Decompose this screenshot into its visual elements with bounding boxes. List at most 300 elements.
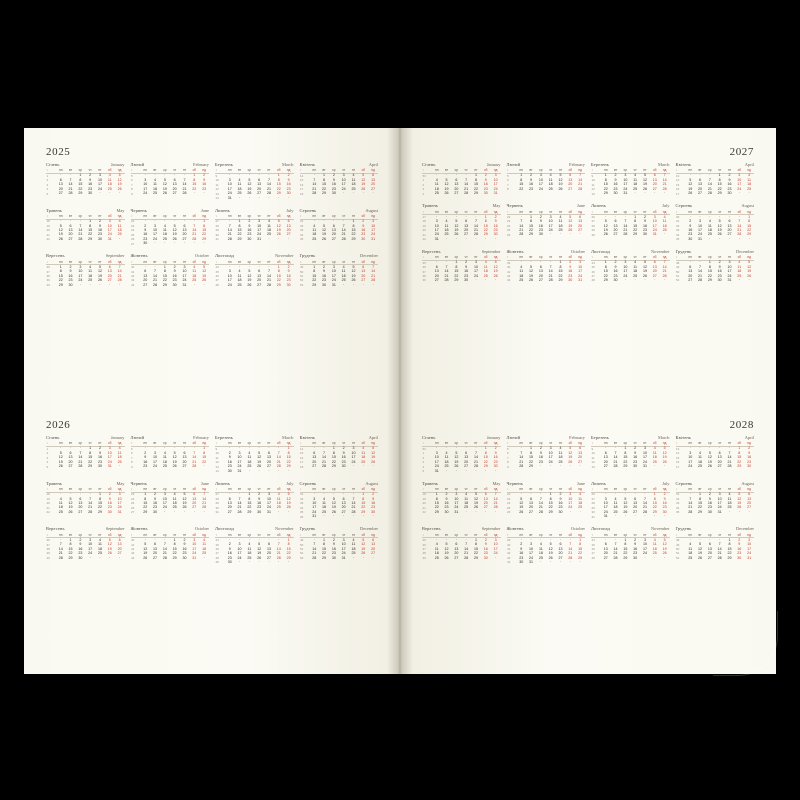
day-cell: 9 xyxy=(614,264,617,269)
day-cell: 23 xyxy=(78,551,83,556)
weekday-header-вт: вт xyxy=(444,441,449,446)
day-cell: 9 xyxy=(108,496,111,501)
weekday-header-пт: пт xyxy=(267,214,271,218)
day-cell: 20 xyxy=(286,227,291,232)
day-cell: 13 xyxy=(68,227,73,232)
day-cell: 29 xyxy=(97,509,102,514)
month-name-ua: Грудень xyxy=(299,253,316,259)
day-cell-empty: · xyxy=(60,219,62,224)
week-number: 33 xyxy=(676,501,680,506)
month-row xyxy=(422,527,754,565)
day-cell: 22 xyxy=(286,551,291,556)
weekday-header-пт: пт xyxy=(267,441,271,446)
week-number: 7 xyxy=(131,182,133,187)
week-number: 20 xyxy=(46,228,50,233)
day-cell: 31 xyxy=(331,282,336,287)
day-cell: 18 xyxy=(88,273,93,278)
day-cell: 9 xyxy=(728,177,731,182)
day-cell: 15 xyxy=(707,269,712,274)
month-name-ua: Січень xyxy=(46,162,60,167)
day-cell: 29 xyxy=(548,509,553,514)
day-cell: 26 xyxy=(747,273,752,278)
week-number: 32 xyxy=(676,496,680,501)
weekday-header-чт: чт xyxy=(549,532,553,537)
day-cell-empty: · xyxy=(569,537,571,542)
weekday-header-нд: нд xyxy=(371,214,375,218)
week-number: 35 xyxy=(676,510,680,515)
day-cell: 23 xyxy=(68,278,73,283)
day-cell: 28 xyxy=(322,464,327,469)
day-cell: 22 xyxy=(237,232,242,237)
day-cell: 28 xyxy=(88,509,93,514)
weekday-header-вт: вт xyxy=(68,168,73,173)
day-cell: 19 xyxy=(707,459,712,464)
weekday-header-чт: чт xyxy=(549,209,553,214)
day-cell: 5 xyxy=(445,177,448,182)
day-cell: 16 xyxy=(182,546,187,551)
weekday-header-вт: вт xyxy=(153,441,157,446)
day-cell-empty: · xyxy=(109,555,111,560)
month-name-ua: Листопад xyxy=(591,526,611,532)
day-cell: 15 xyxy=(454,269,459,274)
day-cell: 14 xyxy=(162,546,167,551)
day-cell: 28 xyxy=(153,282,158,287)
week-number-header: т xyxy=(46,532,48,537)
day-cell-empty: · xyxy=(738,509,740,514)
day-cell: 5 xyxy=(69,496,72,501)
day-cell: 17 xyxy=(717,500,722,505)
day-cell: 20 xyxy=(538,273,543,278)
day-cell: 11 xyxy=(117,223,122,228)
month-name-en: March xyxy=(658,435,670,440)
day-cell: 7 xyxy=(79,223,82,228)
day-cell: 9 xyxy=(154,496,157,501)
day-cell: 22 xyxy=(312,278,317,283)
month-table xyxy=(131,488,210,515)
day-cell: 27 xyxy=(529,509,534,514)
week-number: 22 xyxy=(507,492,511,497)
day-cell: 13 xyxy=(192,496,197,501)
day-cell: 9 xyxy=(559,496,562,501)
day-cell: 29 xyxy=(633,232,638,237)
day-cell: 10 xyxy=(529,546,534,551)
day-cell: 28 xyxy=(538,509,543,514)
weekday-header-пн: пн xyxy=(434,209,439,214)
month-july xyxy=(591,482,670,520)
week-number: 51 xyxy=(676,551,680,556)
day-cell-empty: · xyxy=(485,278,487,283)
day-cell: 17 xyxy=(688,459,693,464)
day-cell-empty: · xyxy=(278,446,280,451)
day-cell: 6 xyxy=(193,492,196,497)
day-cell: 1 xyxy=(708,260,711,265)
day-cell: 10 xyxy=(371,223,376,228)
day-cell: 28 xyxy=(371,278,376,283)
day-cell: 28 xyxy=(662,186,667,191)
day-cell: 27 xyxy=(603,464,608,469)
weekday-header-ср: ср xyxy=(454,532,459,537)
day-cell: 19 xyxy=(351,273,356,278)
weekday-header-ср: ср xyxy=(708,168,712,173)
day-cell: 6 xyxy=(228,496,231,501)
day-cell: 29 xyxy=(652,509,657,514)
day-cell-empty: · xyxy=(118,464,121,469)
weekday-header-нд: нд xyxy=(662,441,667,446)
day-cell: 13 xyxy=(698,182,703,187)
day-cell-empty: · xyxy=(89,492,91,497)
day-cell: 19 xyxy=(172,459,177,464)
day-cell: 20 xyxy=(361,273,366,278)
week-number: 33 xyxy=(300,228,304,233)
day-cell-empty: · xyxy=(118,282,121,287)
weekday-header-вт: вт xyxy=(529,487,533,491)
day-cell: 7 xyxy=(154,269,157,274)
weekday-header-нд: нд xyxy=(578,532,582,537)
weekday-header-чт: чт xyxy=(342,532,346,537)
day-cell: 13 xyxy=(371,177,376,182)
week-number: 4 xyxy=(422,191,425,196)
weekday-header-чт: чт xyxy=(464,168,468,173)
week-number: 24 xyxy=(131,228,135,233)
week-row xyxy=(422,279,501,283)
day-cell: 23 xyxy=(568,273,573,278)
week-row xyxy=(131,556,210,560)
day-cell: 6 xyxy=(59,177,62,182)
month-name-en: March xyxy=(658,162,670,167)
weekday-header-пн: пн xyxy=(312,487,316,491)
week-number: 5 xyxy=(131,446,133,451)
month-table xyxy=(131,442,210,469)
day-cell: 28 xyxy=(473,232,478,237)
day-cell: 22 xyxy=(652,505,657,510)
month-name-en: September xyxy=(105,253,125,259)
day-cell: 23 xyxy=(331,551,336,556)
day-cell: 29 xyxy=(529,232,534,237)
week-number: 8 xyxy=(131,187,133,192)
month-table xyxy=(507,533,586,565)
weekday-header-сб: сб xyxy=(192,214,196,218)
week-number: 44 xyxy=(131,282,135,287)
day-cell: 9 xyxy=(663,496,666,501)
day-cell: 8 xyxy=(287,542,290,547)
day-cell: 14 xyxy=(613,455,618,460)
weekday-header-сб: сб xyxy=(277,487,281,491)
day-cell: 10 xyxy=(153,227,158,232)
day-cell: 11 xyxy=(351,177,356,182)
week-number: 35 xyxy=(422,260,426,265)
day-cell: 30 xyxy=(322,282,327,287)
week-number: 34 xyxy=(676,232,680,237)
week-number: 39 xyxy=(507,538,511,543)
day-cell: 12 xyxy=(473,496,478,501)
day-cell: 1 xyxy=(624,446,627,451)
weekday-header-вт: вт xyxy=(68,487,73,491)
day-cell: 10 xyxy=(192,542,197,547)
day-cell: 16 xyxy=(322,273,327,278)
month-table xyxy=(46,169,125,196)
month-name-en: February xyxy=(193,162,209,167)
day-cell-empty: · xyxy=(465,446,467,451)
day-cell: 19 xyxy=(444,551,449,556)
day-cell: 8 xyxy=(474,177,477,182)
month-name-en: September xyxy=(481,248,501,254)
week-number: 20 xyxy=(46,501,50,506)
month-november xyxy=(591,250,670,283)
day-cell: 17 xyxy=(548,455,553,460)
day-cell-empty: · xyxy=(624,492,626,497)
day-cell: 24 xyxy=(162,505,167,510)
month-table xyxy=(676,533,755,560)
day-cell: 6 xyxy=(79,496,82,501)
month-grid-2026 xyxy=(46,436,378,565)
day-cell: 9 xyxy=(708,496,711,501)
day-cell: 10 xyxy=(143,182,148,187)
month-name-en: March xyxy=(282,435,294,440)
day-cell-empty: · xyxy=(258,195,260,200)
week-number: 8 xyxy=(131,460,133,465)
week-number: 25 xyxy=(507,505,511,510)
day-cell: 26 xyxy=(58,464,63,469)
day-cell-empty: · xyxy=(559,232,562,237)
day-cell: 25 xyxy=(434,555,439,560)
day-cell-empty: · xyxy=(154,264,156,269)
day-cell: 14 xyxy=(444,269,449,274)
weekday-header-пн: пн xyxy=(58,441,63,446)
weekday-header-пн: пн xyxy=(58,532,63,537)
day-cell: 21 xyxy=(444,273,449,278)
day-cell-empty: · xyxy=(183,446,186,451)
weekday-header-ср: ср xyxy=(78,214,83,218)
day-cell: 23 xyxy=(247,232,252,237)
day-cell: 8 xyxy=(362,496,365,501)
day-cell: 18 xyxy=(688,551,693,556)
day-cell: 6 xyxy=(183,450,186,455)
week-number: 37 xyxy=(46,269,50,274)
week-number-header: т xyxy=(46,487,48,492)
day-cell: 3 xyxy=(342,173,345,178)
day-cell: 11 xyxy=(464,496,469,501)
week-row xyxy=(422,192,501,196)
day-cell: 6 xyxy=(748,492,751,497)
day-cell: 24 xyxy=(747,551,752,556)
day-cell-empty: · xyxy=(689,492,691,497)
weekday-header-чт: чт xyxy=(342,487,346,491)
day-cell: 11 xyxy=(312,227,317,232)
week-number-header: т xyxy=(46,214,48,219)
day-cell: 20 xyxy=(652,269,657,274)
day-cell: 29 xyxy=(454,278,459,283)
week-number: 2 xyxy=(422,455,425,460)
weekday-header-сб: сб xyxy=(108,259,112,264)
weekday-header-ср: ср xyxy=(623,532,628,537)
day-cell-empty: · xyxy=(689,537,691,542)
day-cell: 30 xyxy=(717,278,722,283)
weekday-header-чт: чт xyxy=(718,487,722,491)
weekday-header-чт: чт xyxy=(173,168,177,173)
day-cell: 11 xyxy=(727,496,732,501)
week-number: 14 xyxy=(676,451,680,456)
day-cell: 20 xyxy=(727,227,732,232)
day-cell: 19 xyxy=(331,505,336,510)
weekday-header-нд: нд xyxy=(202,168,206,173)
day-cell: 1 xyxy=(699,492,702,497)
day-cell: 3 xyxy=(193,537,196,542)
month-december xyxy=(300,254,379,287)
day-cell: 5 xyxy=(332,496,335,501)
day-cell: 16 xyxy=(568,269,573,274)
day-cell: 22 xyxy=(434,505,439,510)
week-number: 14 xyxy=(215,468,219,473)
weekday-header-нд: нд xyxy=(286,441,291,446)
day-cell: 13 xyxy=(341,500,346,505)
day-cell: 31 xyxy=(578,278,583,283)
day-cell: 23 xyxy=(202,186,207,191)
day-cell: 23 xyxy=(227,464,232,469)
day-cell: 20 xyxy=(603,459,608,464)
day-cell: 11 xyxy=(538,546,543,551)
day-cell-empty: · xyxy=(550,560,552,565)
week-number: 25 xyxy=(507,228,511,233)
day-cell: 13 xyxy=(747,496,752,501)
day-cell-empty: · xyxy=(313,219,315,224)
day-cell: 3 xyxy=(549,214,552,219)
day-cell: 30 xyxy=(727,191,732,196)
day-cell-empty: · xyxy=(248,264,250,269)
day-cell: 2 xyxy=(323,264,326,269)
day-cell: 22 xyxy=(707,273,712,278)
day-cell: 31 xyxy=(107,464,112,469)
day-cell: 12 xyxy=(247,182,252,187)
week-number: 34 xyxy=(676,505,680,510)
day-cell: 10 xyxy=(162,496,167,501)
weekday-header-вт: вт xyxy=(68,441,73,446)
week-number-header: т xyxy=(507,255,509,260)
day-cell: 7 xyxy=(569,542,572,547)
day-cell: 19 xyxy=(202,273,207,278)
day-cell-empty: · xyxy=(278,560,280,565)
week-number-header: т xyxy=(507,532,509,537)
day-cell: 14 xyxy=(153,273,158,278)
day-cell: 12 xyxy=(698,546,703,551)
week-number: 15 xyxy=(300,178,304,183)
day-cell: 21 xyxy=(493,500,498,505)
day-cell: 2 xyxy=(287,264,290,269)
day-cell: 2 xyxy=(287,173,290,178)
weekday-header-пн: пн xyxy=(227,441,232,446)
day-cell: 22 xyxy=(172,551,177,556)
weekday-header-ср: ср xyxy=(78,487,83,491)
day-cell: 1 xyxy=(579,537,582,542)
day-cell: 24 xyxy=(548,227,553,232)
weekday-header-чт: чт xyxy=(342,214,346,218)
day-cell-empty: · xyxy=(494,468,497,473)
day-cell-empty: · xyxy=(494,236,497,241)
day-cell: 8 xyxy=(634,219,637,224)
weekday-header-пт: пт xyxy=(351,168,356,173)
week-row xyxy=(591,515,670,519)
weekday-header-пт: пт xyxy=(267,532,271,537)
day-cell-empty: · xyxy=(614,537,617,542)
day-cell: 10 xyxy=(88,542,93,547)
day-cell: 4 xyxy=(267,219,270,224)
week-number: 11 xyxy=(215,455,219,460)
weekday-header-ср: ср xyxy=(539,532,543,537)
day-cell: 21 xyxy=(464,551,469,556)
day-cell: 7 xyxy=(267,269,270,274)
weekday-header-пн: пн xyxy=(58,168,63,173)
day-cell: 15 xyxy=(143,500,148,505)
day-cell-empty: · xyxy=(118,191,121,196)
week-number: 33 xyxy=(676,228,680,233)
day-cell: 5 xyxy=(549,542,552,547)
day-cell-empty: · xyxy=(174,446,176,451)
day-cell: 3 xyxy=(604,496,607,501)
weekday-header-чт: чт xyxy=(173,259,177,264)
month-table xyxy=(676,210,755,242)
day-cell: 21 xyxy=(192,459,197,464)
week-number: 43 xyxy=(507,555,511,560)
day-cell: 20 xyxy=(568,182,573,187)
day-cell: 18 xyxy=(202,546,207,551)
day-cell-empty: · xyxy=(69,173,72,178)
day-cell: 2 xyxy=(372,492,375,497)
day-cell: 18 xyxy=(266,227,271,232)
day-cell-empty: · xyxy=(644,492,646,497)
day-cell: 30 xyxy=(227,468,232,473)
day-cell: 1 xyxy=(634,214,637,219)
day-cell: 12 xyxy=(747,264,752,269)
day-cell: 1 xyxy=(89,219,92,224)
week-row xyxy=(215,196,294,200)
day-cell-empty: · xyxy=(287,468,290,473)
week-number: 30 xyxy=(215,505,219,510)
day-cell-empty: · xyxy=(436,446,438,451)
month-name-en: November xyxy=(650,248,670,254)
week-row xyxy=(131,510,210,514)
day-cell: 23 xyxy=(464,273,469,278)
day-cell: 27 xyxy=(143,282,148,287)
day-cell: 28 xyxy=(613,555,618,560)
month-table xyxy=(591,256,670,283)
day-cell: 2 xyxy=(569,260,572,265)
day-cell: 21 xyxy=(662,269,667,274)
day-cell: 28 xyxy=(312,555,317,560)
day-cell: 9 xyxy=(228,546,231,551)
week-row xyxy=(46,556,125,560)
day-cell: 20 xyxy=(331,232,336,237)
day-cell-empty: · xyxy=(728,214,731,219)
weekday-header-пт: пт xyxy=(727,168,732,173)
day-cell: 2 xyxy=(144,223,147,228)
month-table xyxy=(215,260,294,287)
month-table xyxy=(300,533,379,560)
weekday-header-ср: ср xyxy=(332,487,336,491)
day-cell: 22 xyxy=(578,551,583,556)
weekday-header-сб: сб xyxy=(108,487,112,491)
week-number: 14 xyxy=(300,173,304,178)
day-cell: 30 xyxy=(633,464,638,469)
day-cell: 8 xyxy=(604,177,607,182)
day-cell: 16 xyxy=(97,455,102,460)
week-row xyxy=(676,465,755,469)
week-number: 6 xyxy=(131,178,133,183)
day-cell: 5 xyxy=(663,446,666,451)
day-cell: 29 xyxy=(68,555,73,560)
day-cell: 28 xyxy=(182,191,187,196)
month-name-en: May xyxy=(492,480,501,486)
day-cell-empty: · xyxy=(663,514,666,519)
day-cell-empty: · xyxy=(465,236,467,241)
